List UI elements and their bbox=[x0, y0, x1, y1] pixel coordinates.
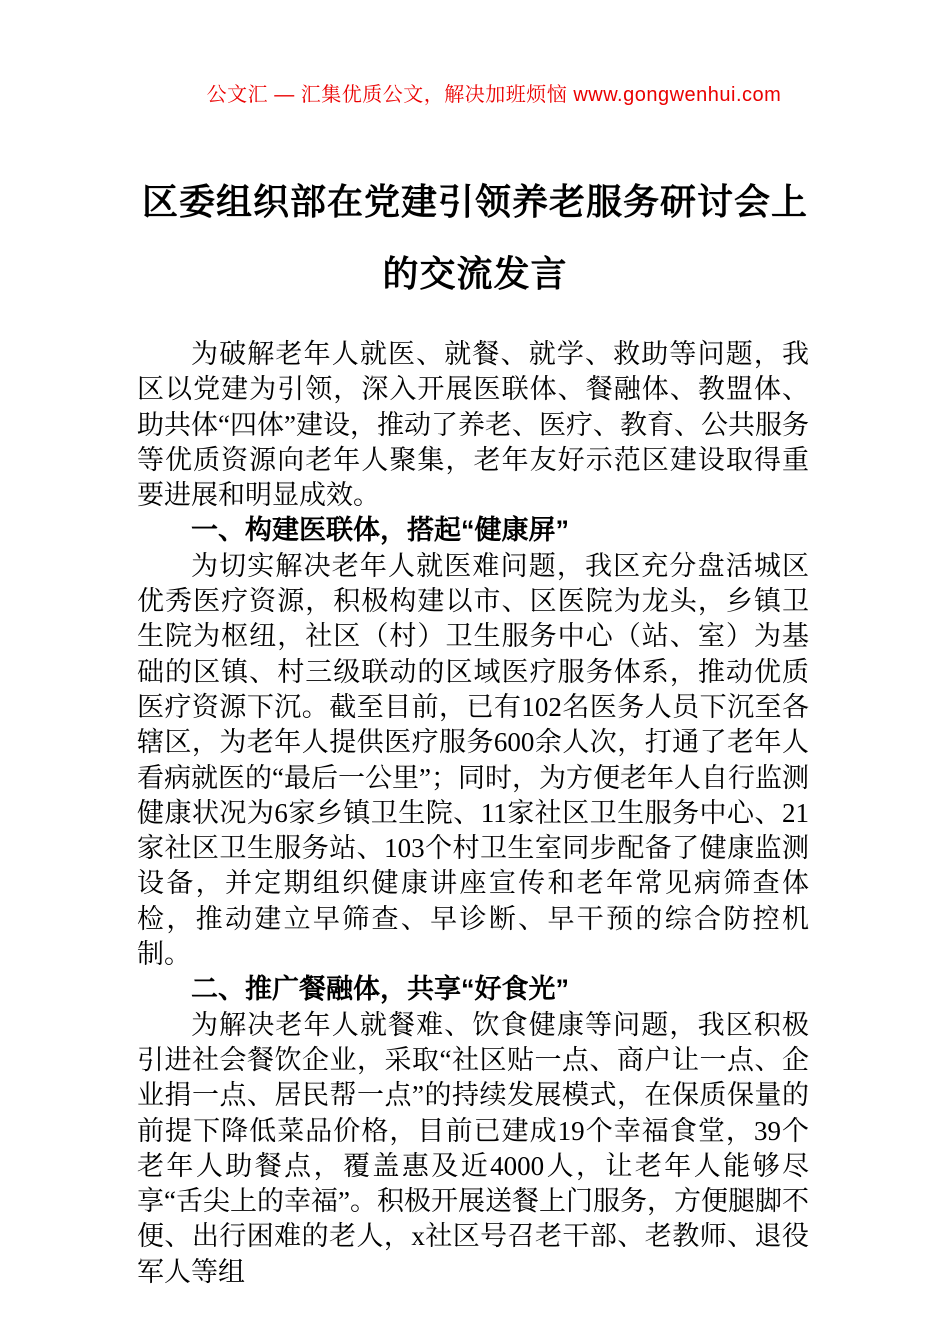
intro-paragraph: 为破解老年人就医、就餐、就学、救助等问题，我区以党建为引领，深入开展医联体、餐融体、教盟体、助共体“四体”建设，推动了养老、医疗、教育、公共服务等优质资源向老年人聚集，老年友好示范区建设取得重要进展和明显成效。 bbox=[137, 339, 809, 511]
section-1-heading: 一、构建医联体，搭起“健康屏” bbox=[191, 515, 569, 546]
document-body bbox=[137, 337, 809, 1290]
section-2-paragraph: 为解决老年人就餐难、饮食健康等问题，我区积极引进社会餐饮企业，采取“社区贴一点、商户让一点、企业捐一点、居民帮一点”的持续发展模式，在保质保量的前提下降低菜品价格，目前已建成19个幸福食堂，39个老年人助餐点，覆盖惠及近4000人，让老年人能够尽享“舌尖上的幸福”。积极开展送餐上门服务，方便腿脚不便、出行困难的老人，x社区号召老干部、老教师、退役军人等组 bbox=[137, 1009, 809, 1287]
section-1-paragraph: 为切实解决老年人就医难问题，我区充分盘活城区优秀医疗资源，积极构建以市、区医院为龙头，乡镇卫生院为枢纽，社区（村）卫生服务中心（站、室）为基础的区镇、村三级联动的区域医疗服务体系，推动优质医疗资源下沉。截至目前，已有102名医务人员下沉至各辖区，为老年人提供医疗服务600余人次，打通了老年人看病就医的“最后一公里”；同时，为方便老年人自行监测健康状况为6家乡镇卫生院、11家社区卫生服务中心、21家社区卫生服务站、103个村卫生室同步配备了健康监测设备，并定期组织健康讲座宣传和老年常见病筛查体检，推动建立早筛查、早诊断、早干预的综合防控机制。 bbox=[137, 550, 809, 970]
site-slogan: 公文汇 — 汇集优质公文，解决加班烦恼 www.gongwenhui.com bbox=[206, 84, 782, 106]
title-line-2: 的交流发言 bbox=[382, 253, 568, 294]
document-title bbox=[0, 166, 950, 310]
section-2-heading: 二、推广餐融体，共享“好食光” bbox=[191, 974, 569, 1005]
title-line-1: 区委组织部在党建引领养老服务研讨会上 bbox=[141, 181, 808, 222]
